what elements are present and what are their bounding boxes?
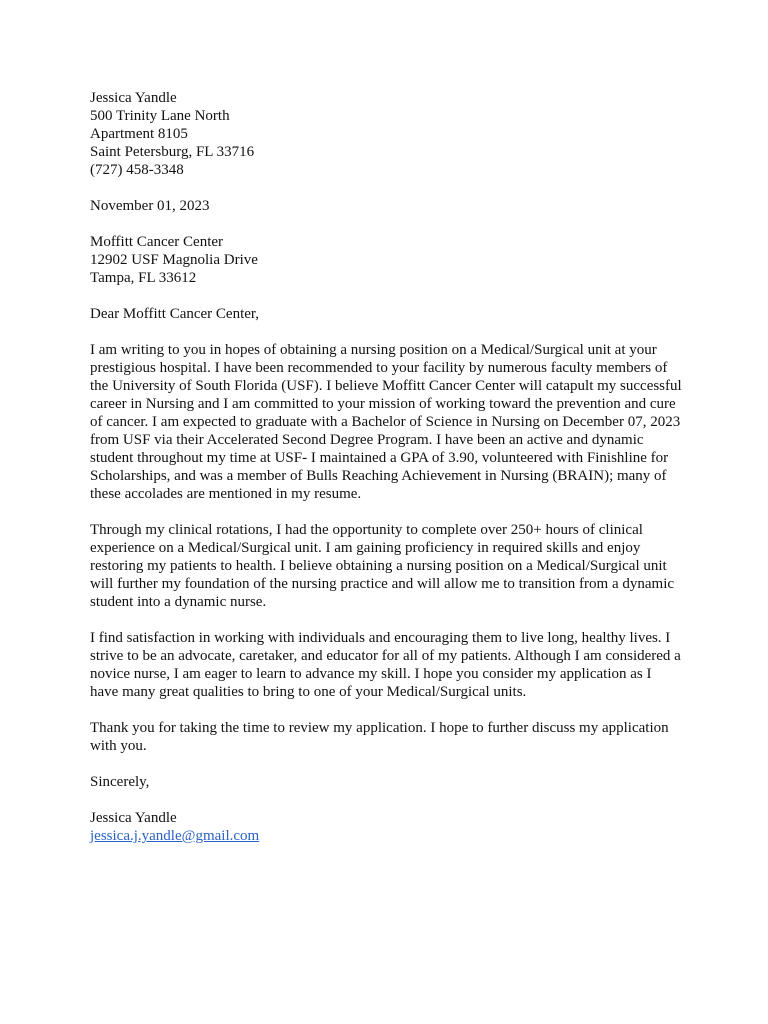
sender-name: Jessica Yandle xyxy=(90,90,177,106)
cover-letter-page xyxy=(90,89,682,845)
body-paragraph-3: I find satisfaction in working with individuals and encouraging them to live long, healthy lives. I strive to be an advocate, caretaker, and educator for all of my patients. Although I am considered a novice nurse, I am eager to learn to advance my skill. I hope you consider my application as I have many great qualities to bring to one of your Medical/Surgical units. xyxy=(90,630,681,700)
body-paragraph-2: Through my clinical rotations, I had the opportunity to complete over 250+ hours of clinical experience on a Medical/Surgical unit. I am gaining proficiency in required skills and enjoy restoring my patients to health. I believe obtaining a nursing position on a Medical/Surgical unit will further my foundation of the nursing practice and will allow me to transition from a dynamic student into a dynamic nurse. xyxy=(90,522,675,610)
sender-phone: (727) 458-3348 xyxy=(90,162,184,178)
salutation: Dear Moffitt Cancer Center, xyxy=(90,306,260,322)
sender-apartment: Apartment 8105 xyxy=(90,126,188,142)
signature-name: Jessica Yandle xyxy=(90,810,177,826)
body-paragraph-1: I am writing to you in hopes of obtaining a nursing position on a Medical/Surgical unit at your prestigious hospital. I have been recommended to your facility by numerous faculty members of the University of South Florida (USF). I believe Moffitt Cancer Center will catapult my successful career in Nursing and I am committed to your mission of working toward the prevention and cure of cancer. I am expected to graduate with a Bachelor of Science in Nursing on December 07, 2023 from USF via their Accelerated Second Degree Program. I have been an active and dynamic student throughout my time at USF- I maintained a GPA of 3.90, volunteered with Finishline for Scholarships, and was a member of Bulls Reaching Achievement in Nursing (BRAIN); many of these accolades are mentioned in my resume. xyxy=(90,342,682,502)
recipient-address-block xyxy=(90,233,682,287)
sender-address-block xyxy=(90,89,682,179)
recipient-street: 12902 USF Magnolia Drive xyxy=(90,252,258,268)
body-paragraph-4: Thank you for taking the time to review my application. I hope to further discuss my application with you. xyxy=(90,720,669,754)
signature-block xyxy=(90,809,682,845)
recipient-city-state-zip: Tampa, FL 33612 xyxy=(90,270,197,286)
email-link[interactable]: jessica.j.yandle@gmail.com xyxy=(90,828,260,844)
sender-street: 500 Trinity Lane North xyxy=(90,108,230,124)
recipient-name: Moffitt Cancer Center xyxy=(90,234,224,250)
closing: Sincerely, xyxy=(90,774,150,790)
date-line: November 01, 2023 xyxy=(90,198,210,214)
sender-city-state-zip: Saint Petersburg, FL 33716 xyxy=(90,144,255,160)
